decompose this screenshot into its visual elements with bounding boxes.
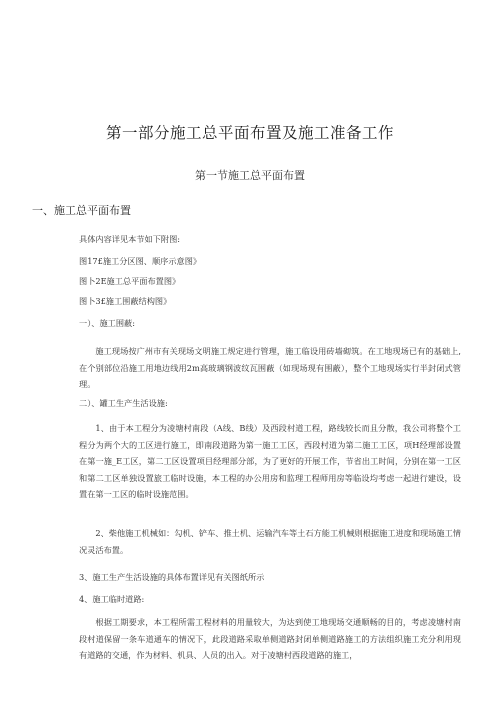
- section-subtitle: 第一节施工总平面布置: [195, 169, 305, 182]
- paragraph-item-4: 4、施工临时道路:: [79, 594, 145, 604]
- figure-ref-1: 图17£施工分区图、顺序示意图》: [79, 256, 202, 266]
- paragraph-enclosure: 施工现场按广州市有关现场文明施工规定进行管理，施工临设用砖墙砌筑。在工地现场已有的基础上,在个别部位沿施工用地边线用2m高玻璃钢波纹瓦围蔽（如现场现有围蔽），整个工地现场实行半封闭式管理。: [79, 346, 461, 390]
- figure-ref-3: 图卜3£施工围蔽结构图》: [79, 296, 172, 306]
- subsection-heading-2: 二）、罐工生产生活设施:: [79, 398, 168, 408]
- paragraph-item-3: 3、施工生产生活设施的具体布置详见有关图纸所示: [79, 572, 265, 582]
- paragraph-item-2: 2、柴他施工机械如：勾机、铲车、推土机、运输汽车等土石方能工机械则根据施工进度和现场施工情况灵活布置。: [79, 528, 461, 555]
- section-heading: 一、施工总平面布置: [32, 204, 131, 217]
- subsection-heading-1: 一）、施工围蔽:: [79, 318, 135, 328]
- paragraph-item-1: 1、由于本工程分为凌塘村南段（A线、B线）及西段村道工程，路线较长而且分散，我公司将整个工程分为两个大的工区进行施工，即南段道路为第一施工工区，西段村道为第二施工工区，项H经理部设置在第一施_E工区，第二工区设置项目经理部分部，为了更好的开展工作，节省出工时间，分别在第一工区和第二工区单独设置旅工临时设施，本工程的办公用房和监理工程师用房等临设均考虑一起进行建设，设置在第一工区的临时设施范围。: [79, 423, 461, 500]
- figure-ref-2: 图卜2E施工总平面布置图》: [79, 276, 181, 286]
- intro-text: 具体内容详见本节如下附图:: [79, 234, 181, 244]
- paragraph-temporary-road: 根据工期要求，本工程所需工程材料的用量较大，为达到使工地现场交通顺畅的目的，考虑凌塘村南段村道保留一条车道通车的情况下，此段道路采取单侧道路封闭单侧道路施工的方法组织施工充分利用现有道路的交通，作为材料、机具、人员的出入。对于凌塘村西段道路的施工，: [79, 617, 461, 661]
- page-title: 第一部分施工总平面布置及施工准备工作: [105, 124, 394, 142]
